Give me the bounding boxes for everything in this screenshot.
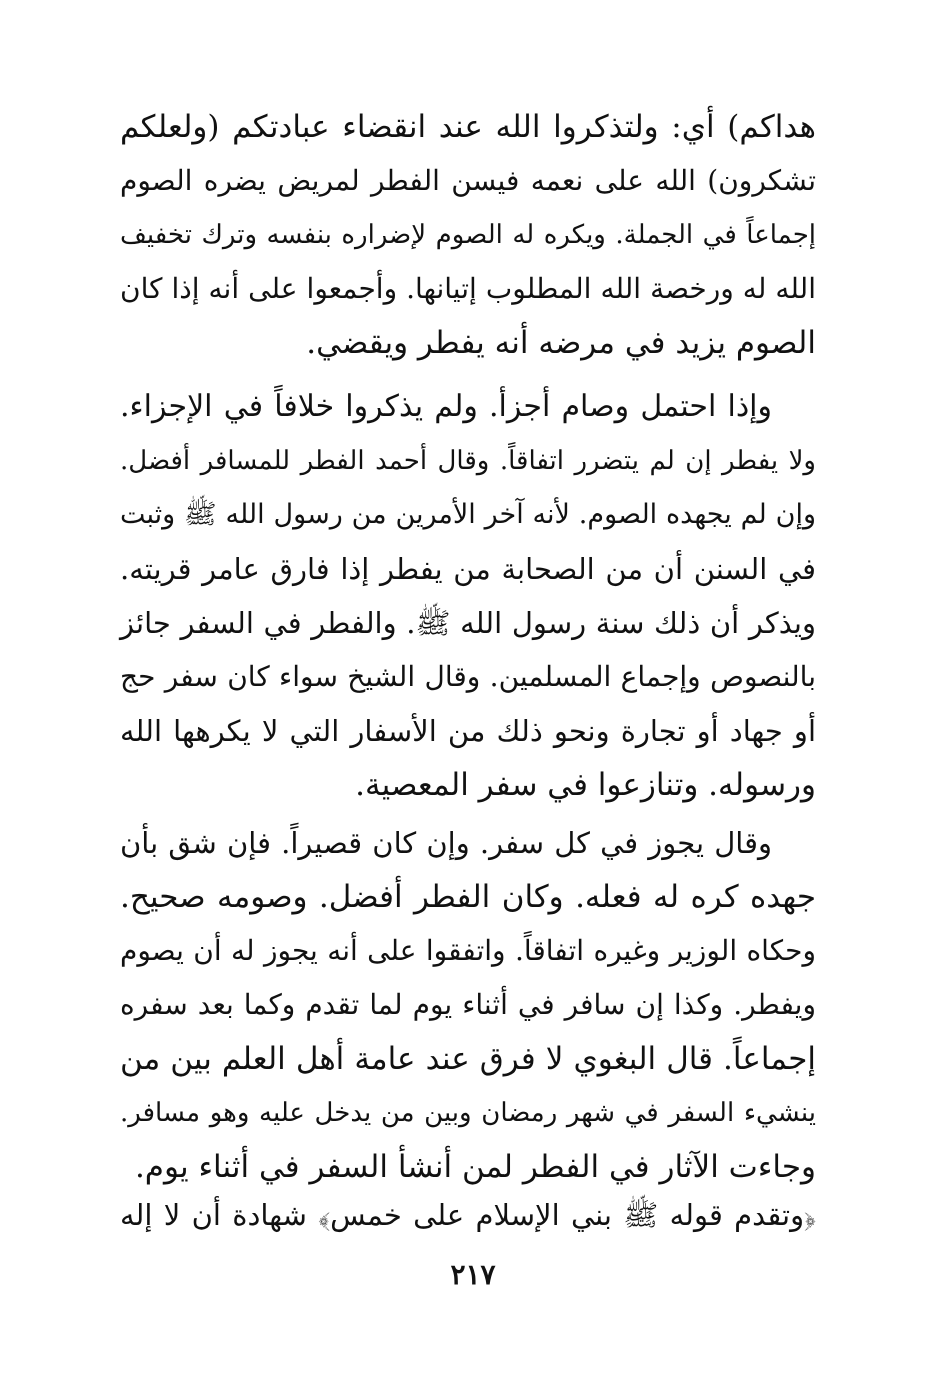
paragraph-2 — [120, 380, 816, 812]
text-line: الله له ورخصة الله المطلوب إتيانها. وأجمعوا على أنه إذا كان — [120, 272, 816, 305]
page-number: ٢١٧ — [450, 1258, 496, 1291]
text-line: وحكاه الوزير وغيره اتفاقاً. واتفقوا على أنه يجوز له أن يصوم — [120, 934, 817, 967]
text-line: جهده كره له فعله. وكان الفطر أفضل. وصومه صحيح. — [120, 879, 816, 915]
text-line: بالنصوص وإجماع المسلمين. وقال الشيخ سواء كان سفر حج — [120, 660, 816, 693]
text-line: ويذكر أن ذلك سنة رسول الله ﷺ. والفطر في السفر جائز — [120, 606, 816, 640]
text-line: إجماعاً. قال البغوي لا فرق عند عامة أهل العلم بين من — [120, 1041, 816, 1077]
text-line: إجماعاً في الجملة. ويكره له الصوم لإضراره بنفسه وترك تخفيف — [120, 220, 816, 250]
paragraph-3 — [120, 816, 816, 1194]
text-line: ولا يفطر إن لم يتضرر اتفاقاً. وقال أحمد الفطر للمسافر أفضل. — [120, 446, 816, 476]
text-line: وجاءت الآثار في الفطر لمن أنشأ السفر في أثناء يوم. — [134, 1149, 816, 1185]
text-line: ﴿وتقدم قوله ﷺ بني الإسلام على خمس﴾ شهادة أن لا إله — [120, 1198, 816, 1232]
text-line: وإذا احتمل وصام أجزأ. ولم يذكروا خلافاً في الإجزاء. — [120, 389, 772, 424]
text-line: ورسوله. وتنازعوا في سفر المعصية. — [355, 767, 816, 803]
text-line: أو جهاد أو تجارة ونحو ذلك من الأسفار التي لا يكرهها الله — [120, 714, 816, 748]
text-line: هداكم) أي: ولتذكروا الله عند انقضاء عبادتكم (ولعلكم — [120, 109, 816, 145]
text-line: تشكرون) الله على نعمه فيسن الفطر لمريض يضره الصوم — [120, 164, 816, 197]
text-line: الصوم يزيد في مرضه أنه يفطر ويقضي. — [306, 325, 816, 361]
paragraph-1 — [120, 100, 816, 370]
text-line: في السنن أن من الصحابة من يفطر إذا فارق عامر قريته. — [120, 552, 816, 586]
text-line: ويفطر. وكذا إن سافر في أثناء يوم لما تقدم وكما بعد سفره — [120, 988, 816, 1021]
paragraph-4 — [120, 1188, 816, 1242]
text-line: وإن لم يجهده الصوم. لأنه آخر الأمرين من رسول الله ﷺ وثبت — [120, 499, 816, 530]
text-line: ينشيء السفر في شهر رمضان وبين من يدخل عليه وهو مسافر. — [120, 1098, 816, 1128]
text-line: وقال يجوز في كل سفر. وإن كان قصيراً. فإن شق بأن — [120, 826, 772, 860]
